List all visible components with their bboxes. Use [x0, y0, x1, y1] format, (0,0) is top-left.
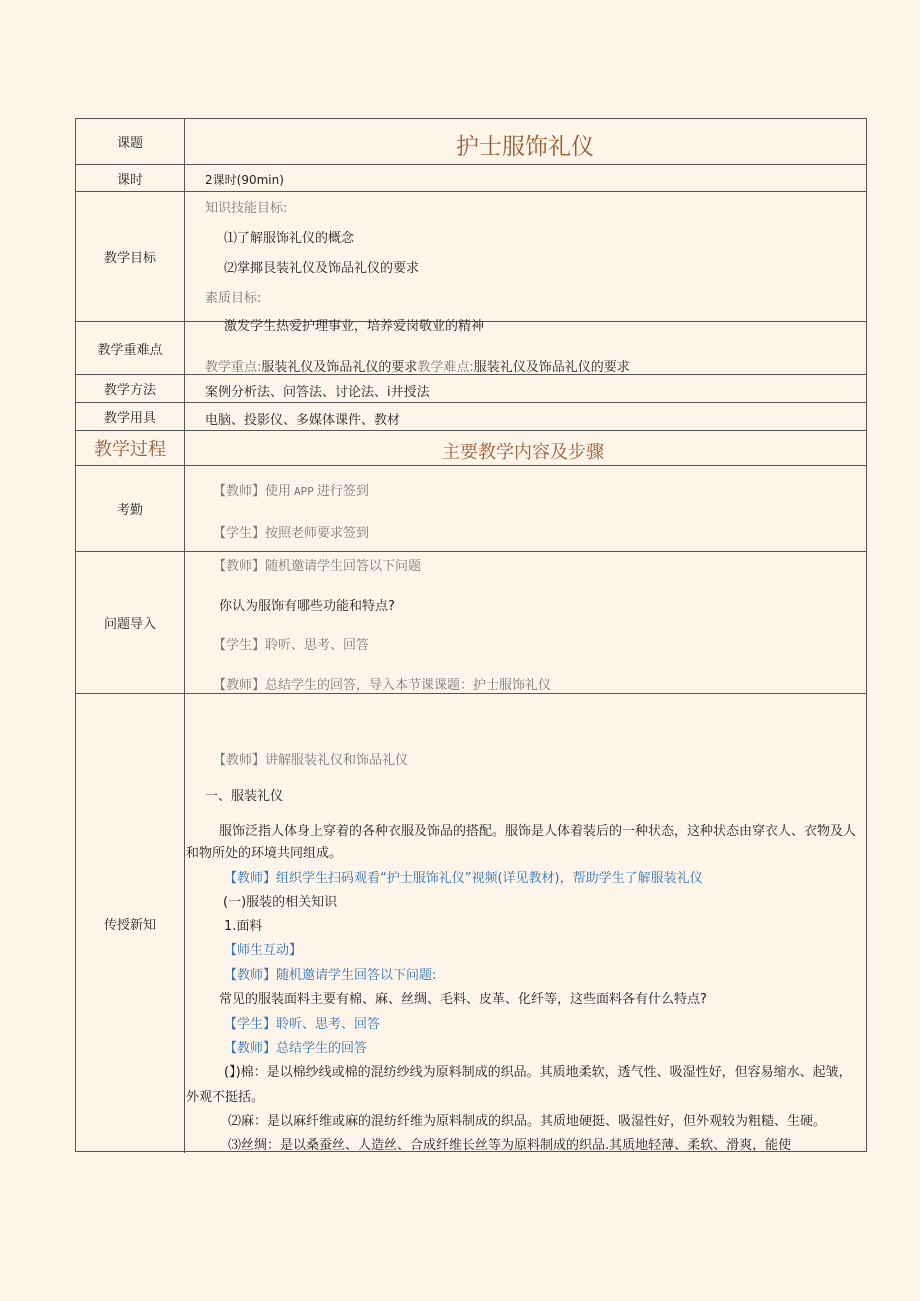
label-key-points: 教学重难点 — [76, 322, 185, 374]
row-tools — [76, 403, 866, 431]
process-header-left: 教学过程 — [76, 431, 185, 465]
lesson-title: 护士服饰礼仪 — [456, 134, 594, 160]
section-heading: 一、服装礼仪 — [205, 789, 284, 804]
interaction-tag: 【师生互动】 — [224, 943, 303, 958]
paragraph-line: 外观不挺括。 — [186, 1090, 265, 1105]
label-objectives: 教学目标 — [76, 192, 185, 321]
intro-question: 你认为服饰有哪些功能和特点? — [219, 599, 395, 614]
lesson-plan-table — [75, 118, 867, 1152]
row-attendance — [76, 466, 866, 552]
subsection-item: 1.面料 — [224, 919, 263, 934]
attendance-teacher-post: 进行签到 — [316, 484, 369, 499]
intro-line — [213, 555, 421, 574]
paragraph-line: ⑵麻：是以麻纤维或麻的混纺纤维为原料制成的织品。其质地硬挺、吸湿性好，但外观较为粗糙、生硬。 — [228, 1114, 827, 1129]
key-points-line — [205, 356, 630, 375]
process-header-right: 主要教学内容及步骤 — [442, 442, 604, 463]
row-objectives — [76, 192, 866, 334]
knowledge-line — [213, 749, 408, 768]
objective-line: 知识技能目标: — [205, 201, 288, 216]
hours-value: 2课时(90min) — [205, 173, 284, 187]
row-new-knowledge — [76, 694, 866, 1153]
key-text: 服装礼仪及饰品礼仪的要求 — [261, 360, 418, 375]
label-topic: 课题 — [76, 119, 185, 164]
paragraph-line: ⑶丝绸：是以桑蚕丝、人造丝、合成纤维长丝等为原料制成的织品.其质地轻薄、柔软、滑爽，能使 — [228, 1138, 792, 1153]
teacher-question-line: 【教师】随机邀请学生回答以下问题: — [224, 968, 437, 983]
question-line: 常见的服装面料主要有棉、麻、丝绸、毛料、皮革、化纤等，这些面料各有什么特点? — [219, 992, 707, 1007]
attendance-student-line — [213, 522, 369, 541]
objective-line: ⑴了解服饰礼仪的概念 — [224, 231, 355, 246]
key-label: 教学重点: — [205, 360, 262, 375]
subsection-heading: (一)服装的相关知识 — [223, 895, 338, 910]
intro-text: 随机邀请学生回答以下问题 — [265, 559, 422, 574]
paragraph-line: 服饰泛指人体身上穿着的各种衣服及饰品的搭配。服饰是人体着装后的一种状态，这种状态由穿衣人、衣物及人 — [219, 824, 857, 839]
difficulty-text: 服装礼仪及饰品礼仪的要求 — [473, 360, 630, 375]
row-process-header — [76, 431, 866, 466]
label-methods: 教学方法 — [76, 375, 185, 402]
video-instruction: 【教师】组织学生扫码观看“护士服饰礼仪”视频(详见教材)，帮助学生了解服装礼仪 — [224, 871, 703, 886]
intro-text: 总结学生的回答，导入本节课课题：护士服饰礼仪 — [265, 678, 552, 693]
intro-text: 聆听、思考、回答 — [265, 638, 370, 653]
student-answer-line: 【学生】聆听、思考、回答 — [224, 1017, 381, 1032]
label-new-knowledge: 传授新知 — [76, 694, 185, 1153]
teacher-tag: 【教师】 — [213, 559, 266, 574]
difficulty-label: 教学难点: — [417, 360, 474, 375]
objective-line: 素质目标: — [205, 291, 262, 306]
objective-line: ⑵掌揶艮装礼仪及饰品礼仪的要求 — [224, 261, 420, 276]
row-methods — [76, 375, 866, 403]
row-hours — [76, 165, 866, 192]
attendance-teacher-pre: 使用 — [265, 484, 292, 499]
tools-value: 电脑、投影仪、多媒体课件、教材 — [205, 413, 401, 428]
label-hours: 课时 — [76, 165, 185, 191]
student-tag: 【学生】 — [213, 638, 266, 653]
intro-line — [213, 634, 369, 653]
methods-value: 案例分析法、问答法、讨论法、i井授法 — [205, 385, 430, 400]
attendance-student-text: 按照老师要求签到 — [265, 526, 370, 541]
row-key-points — [76, 322, 866, 375]
teacher-tag: 【教师】 — [213, 484, 266, 499]
row-intro — [76, 552, 866, 694]
attendance-teacher-line — [213, 480, 369, 499]
label-attendance: 考勤 — [76, 466, 185, 551]
label-tools: 教学用具 — [76, 403, 185, 430]
paragraph-line: 和物所处的环境共同组成。 — [186, 846, 343, 861]
app-text: APP — [294, 485, 314, 498]
intro-line — [213, 674, 551, 693]
student-tag: 【学生】 — [213, 526, 266, 541]
teacher-summary-line: 【教师】总结学生的回答 — [224, 1041, 368, 1056]
objective-line: 激发学生热爱护理事业，培养爱岗敬业的精神 — [224, 319, 485, 334]
paragraph-line: (】)棉：是以棉纱线或棉的混纺纱线为原料制成的织品。其质地柔软，透气性、吸湿性好，但容易缩水、起皱， — [224, 1065, 852, 1080]
label-intro: 问题导入 — [76, 552, 185, 693]
row-topic — [76, 119, 866, 165]
teacher-tag: 【教师】 — [213, 678, 266, 693]
knowledge-text: 讲解服装礼仪和饰品礼仪 — [265, 753, 409, 768]
teacher-tag: 【教师】 — [213, 753, 266, 768]
